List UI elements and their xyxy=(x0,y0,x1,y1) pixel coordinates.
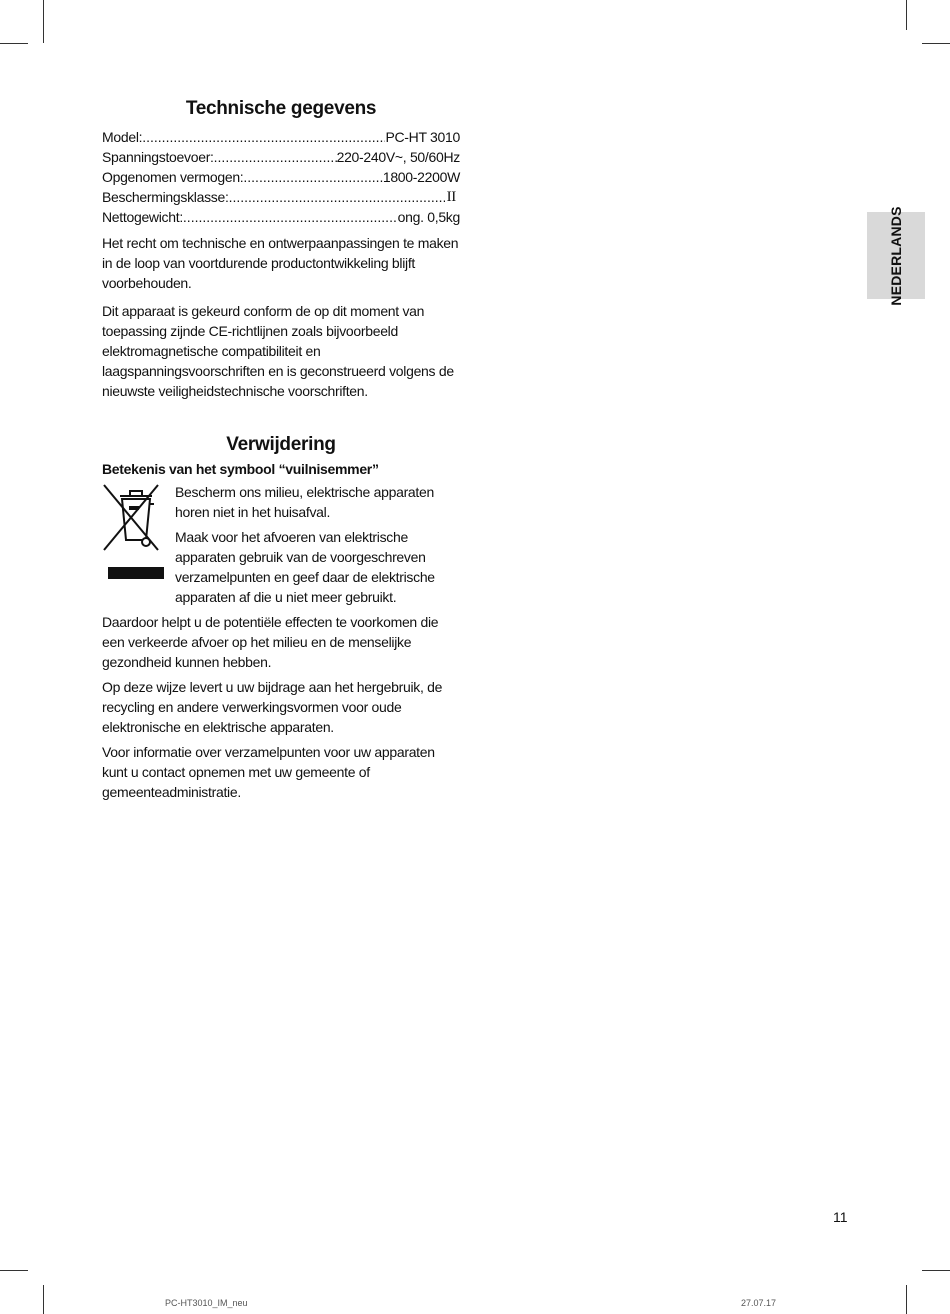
disposal-section xyxy=(102,435,460,807)
spec-value: II xyxy=(446,189,456,205)
paragraph: Daardoor helpt u de potentiële effecten te voorkomen die een verkeerde afvoer op het milieu en de menselijke gezondheid kunnen hebben. xyxy=(102,614,439,670)
language-side-tab xyxy=(867,205,925,306)
spec-row-weight xyxy=(102,207,460,227)
crossed-out-wheelie-bin-icon xyxy=(102,482,170,588)
language-label: NEDERLANDS xyxy=(888,205,904,306)
crop-mark xyxy=(0,1270,28,1271)
spec-value: 220-240V~, 50/60Hz xyxy=(336,149,460,165)
spec-value: ong. 0,5kg xyxy=(397,209,460,225)
crop-mark xyxy=(0,43,28,44)
spec-row-protection-class xyxy=(102,187,460,207)
paragraph: Het recht om technische en ontwerpaanpassingen te maken in de loop van voortdurende productontwikkeling blijft voorbehouden. xyxy=(102,235,459,291)
spec-label: Beschermingsklasse: xyxy=(102,189,229,205)
symbol-subtitle: Betekenis van het symbool “vuilnisemmer” xyxy=(102,461,379,477)
crop-mark xyxy=(906,0,907,30)
paragraph: Bescherm ons milieu, elektrische apparaten horen niet in het huisafval. xyxy=(175,484,434,520)
page-number: 11 xyxy=(833,1209,848,1225)
paragraph: Voor informatie over verzamelpunten voor uw apparaten kunt u contact opnemen met uw gemeente of gemeenteadministratie. xyxy=(102,744,435,800)
weee-block xyxy=(102,482,460,612)
spec-label: Spanningstoevoer: xyxy=(102,149,214,165)
spec-label: Nettogewicht: xyxy=(102,209,183,225)
spec-label: Opgenomen vermogen: xyxy=(102,169,244,185)
technical-data-section xyxy=(102,99,460,406)
paragraph: Op deze wijze levert u uw bijdrage aan het hergebruik, de recycling en andere verwerkingsvormen voor oude elektronische en elektrische apparaten. xyxy=(102,679,443,735)
footer-filename: PC-HT3010_IM_neu xyxy=(165,1298,248,1308)
crop-mark xyxy=(922,1270,950,1271)
crop-mark xyxy=(922,43,950,44)
spec-row-voltage xyxy=(102,147,460,167)
spec-row-model xyxy=(102,127,460,147)
spec-row-power xyxy=(102,167,460,187)
crop-mark xyxy=(906,1285,907,1314)
section-title: Technische gegevens xyxy=(185,98,377,119)
section-title: Verwijdering xyxy=(226,434,336,455)
spec-label: Model: xyxy=(102,129,143,145)
crop-mark xyxy=(43,1285,44,1314)
crop-mark xyxy=(43,0,44,43)
spec-value: 1800-2200W xyxy=(382,169,460,185)
footer-date: 27.07.17 xyxy=(741,1298,777,1308)
paragraph: Dit apparaat is gekeurd conform de op dit moment van toepassing zijnde CE-richtlijnen zoals bijvoorbeeld elektromagnetische compatibiliteit en laagspanningsvoorschriften en is geconstrueerd volgens de nieuwste veiligheidstechnische voorschriften. xyxy=(102,303,454,399)
spec-value: PC-HT 3010 xyxy=(385,129,460,145)
paragraph: Maak voor het afvoeren van elektrische apparaten gebruik van de voorgeschreven verzamelpunten en geef daar de elektrische apparaten af die u niet meer gebruikt. xyxy=(175,529,435,605)
